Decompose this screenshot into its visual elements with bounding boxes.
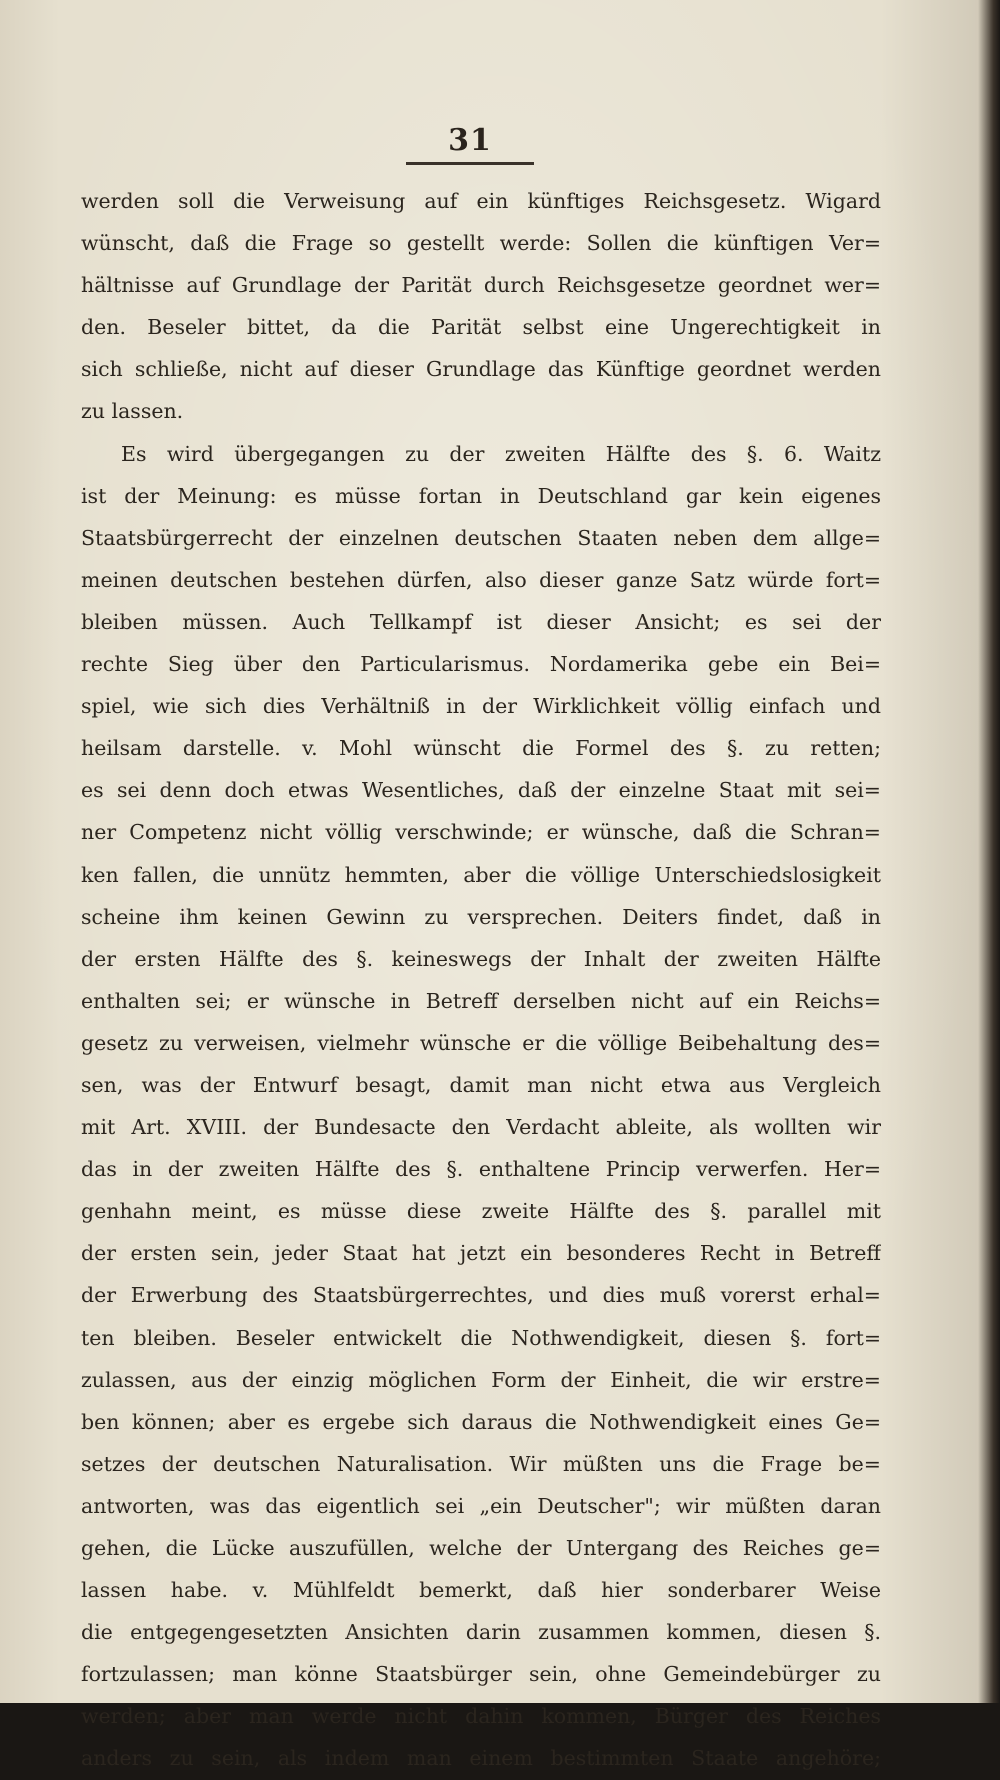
text-line: der ersten sein, jeder Staat hat jetzt ein besonderes Recht in Betreff — [81, 1241, 881, 1266]
text-line: ner Competenz nicht völlig verschwinde; er wünsche, daß die Schran= — [81, 820, 881, 845]
text-line: setzes der deutschen Naturalisation. Wir müßten uns die Frage be= — [81, 1451, 881, 1476]
text-line: hältnisse auf Grundlage der Parität durch Reichsgesetze geordnet wer= — [81, 273, 881, 298]
text-line: werden soll die Verweisung auf ein künftiges Reichsgesetz. Wigard — [81, 189, 881, 213]
text-line: antworten, was das eigentlich sei „ein Deutscher"; wir müßten daran — [81, 1493, 881, 1518]
header-rule — [406, 162, 534, 165]
text-line: ten bleiben. Beseler entwickelt die Nothwendigkeit, diesen §. fort= — [81, 1325, 881, 1350]
text-line: zu lassen. — [81, 399, 184, 424]
text-line: ken fallen, die unnütz hemmten, aber die völlige Unterschiedslosigkeit — [81, 862, 881, 887]
text-line: ist der Meinung: es müsse fortan in Deutschland gar kein eigenes — [81, 483, 881, 508]
text-line: zulassen, aus der einzig möglichen Form der Einheit, die wir erstre= — [81, 1367, 881, 1392]
page-number: 31 — [448, 123, 492, 158]
text-line: Es wird übergegangen zu der zweiten Hälfte des §. 6. Waitz — [121, 441, 881, 466]
text-line: enthalten sei; er wünsche in Betreff derselben nicht auf ein Reichs= — [81, 988, 881, 1013]
text-line: gehen, die Lücke auszufüllen, welche der Untergang des Reiches ge= — [81, 1536, 881, 1560]
text-line: rechte Sieg über den Particularismus. Nordamerika gebe ein Bei= — [81, 652, 881, 677]
text-line: genhahn meint, es müsse diese zweite Hälfte des §. parallel mit — [81, 1199, 881, 1224]
body-text — [81, 180, 881, 1780]
page-edge-shadow — [978, 0, 1000, 1703]
text-line: gesetz zu verweisen, vielmehr wünsche er die völlige Beibehaltung des= — [81, 1030, 881, 1055]
text-line: spiel, wie sich dies Verhältniß in der Wirklichkeit völlig einfach und — [81, 694, 881, 719]
text-line: den. Beseler bittet, da die Parität selbst eine Ungerechtigkeit in — [81, 315, 881, 340]
text-line: scheine ihm keinen Gewinn zu versprechen. Deiters findet, daß in — [81, 904, 881, 929]
text-line: werden; aber man werde nicht dahin kommen, Bürger des Reiches — [81, 1704, 881, 1729]
text-line: anders zu sein, als indem man einem bestimmten Staate angehöre; — [81, 1746, 881, 1771]
text-line: Staatsbürgerrecht der einzelnen deutschen Staaten neben dem allge= — [81, 525, 881, 550]
text-line: der Erwerbung des Staatsbürgerrechtes, und dies muß vorerst erhal= — [81, 1283, 881, 1308]
text-line: wünscht, daß die Frage so gestellt werde: Sollen die künftigen Ver= — [81, 231, 881, 256]
text-line: lassen habe. v. Mühlfeldt bemerkt, daß hier sonderbarer Weise — [81, 1578, 881, 1603]
text-line: es sei denn doch etwas Wesentliches, daß der einzelne Staat mit sei= — [81, 778, 881, 803]
text-line: fortzulassen; man könne Staatsbürger sein, ohne Gemeindebürger zu — [81, 1662, 881, 1687]
text-line: ben können; aber es ergebe sich daraus die Nothwendigkeit eines Ge= — [81, 1409, 881, 1434]
page-header — [400, 124, 540, 165]
text-line: heilsam darstelle. v. Mohl wünscht die Formel des §. zu retten; — [81, 736, 881, 761]
text-line: der ersten Hälfte des §. keineswegs der Inhalt der zweiten Hälfte — [81, 946, 881, 971]
text-line: sich schließe, nicht auf dieser Grundlage das Künftige geordnet werden — [81, 357, 881, 382]
text-line: sen, was der Entwurf besagt, damit man nicht etwa aus Vergleich — [81, 1072, 881, 1097]
text-line: das in der zweiten Hälfte des §. enthaltene Princip verwerfen. Her= — [81, 1157, 881, 1182]
text-line: mit Art. XVIII. der Bundesacte den Verdacht ableite, als wollten wir — [81, 1115, 881, 1140]
text-line: meinen deutschen bestehen dürfen, also dieser ganze Satz würde fort= — [81, 567, 881, 592]
text-line: bleiben müssen. Auch Tellkampf ist dieser Ansicht; es sei der — [81, 609, 881, 634]
text-line: die entgegengesetzten Ansichten darin zusammen kommen, diesen §. — [81, 1620, 881, 1645]
